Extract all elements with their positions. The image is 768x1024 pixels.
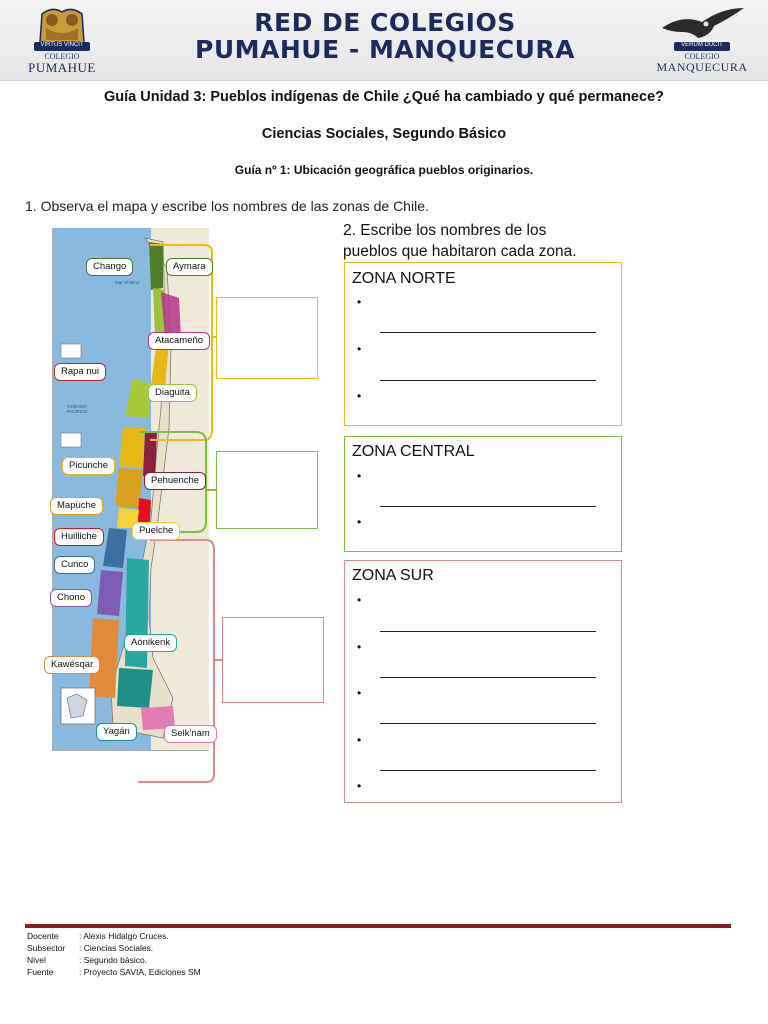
bullet: • xyxy=(357,686,362,700)
sea-label: Mar Chileno xyxy=(115,280,140,285)
pumahue-motto: VIRTUS VINCIT xyxy=(34,42,90,51)
footer-value: : Alexis Hidalgo Cruces. xyxy=(79,931,169,941)
bullet: • xyxy=(357,593,362,607)
question-2-line2: pueblos que habitaron cada zona. xyxy=(343,243,577,260)
zone-south-box xyxy=(344,560,622,803)
label-huilliche: Huilliche xyxy=(54,528,104,546)
bullet: • xyxy=(357,640,362,654)
label-mapuche: Mapuche xyxy=(50,497,103,515)
bullet: • xyxy=(357,515,362,529)
zone-central-title: ZONA CENTRAL xyxy=(352,443,475,460)
answer-box-central[interactable] xyxy=(216,451,318,529)
footer-key: Nivel xyxy=(27,955,46,965)
footer-row-source xyxy=(27,967,201,978)
label-cunco: Cunco xyxy=(54,556,95,574)
footer-row-subject xyxy=(27,943,153,954)
footer-value: : Segundo básico. xyxy=(79,955,148,965)
label-kaweskar: Kawésqar xyxy=(44,656,100,674)
header-title-line2: PUMAHUE - MANQUECURA xyxy=(195,35,575,64)
label-pehuenche: Pehuenche xyxy=(144,472,206,490)
answer-line[interactable] xyxy=(380,380,596,381)
label-yagan: Yagán xyxy=(96,723,137,741)
answer-line[interactable] xyxy=(380,723,596,724)
label-aonikenk: Aónikenk xyxy=(124,634,177,652)
answer-line[interactable] xyxy=(380,506,596,507)
manquecura-logo-name: MANQUECURA xyxy=(656,60,748,74)
bullet: • xyxy=(357,342,362,356)
answer-line[interactable] xyxy=(380,677,596,678)
zone-north-title: ZONA NORTE xyxy=(352,270,456,287)
subject-heading: Ciencias Sociales, Segundo Básico xyxy=(261,126,507,142)
label-atacameno: Atacameño xyxy=(148,332,210,350)
guide-heading: Guía nº 1: Ubicación geográfica pueblos originarios. xyxy=(234,163,534,177)
bullet: • xyxy=(357,469,362,483)
label-rapanui: Rapa nui xyxy=(54,363,106,381)
manquecura-logo-small: COLEGIO xyxy=(684,52,720,61)
header-title-line1: RED DE COLEGIOS xyxy=(254,8,516,37)
footer-value: : Proyecto SAVIA, Ediciones SM xyxy=(79,967,201,977)
label-aymara: Aymara xyxy=(166,258,213,276)
zone-south-title: ZONA SUR xyxy=(352,567,434,584)
ocean-label: OCÉANO PACÍFICO xyxy=(66,404,88,414)
question-1: 1. Observa el mapa y escribe los nombres de las zonas de Chile. xyxy=(25,198,429,214)
answer-box-north[interactable] xyxy=(216,297,318,379)
label-chango: Chango xyxy=(86,258,133,276)
question-2-line1: 2. Escribe los nombres de los xyxy=(343,222,547,239)
footer-rule xyxy=(25,924,731,928)
label-puelche: Puelche xyxy=(132,522,180,540)
footer-row-teacher xyxy=(27,931,169,942)
label-chono: Chono xyxy=(50,589,92,607)
answer-line[interactable] xyxy=(380,332,596,333)
bullet: • xyxy=(357,389,362,403)
footer-row-level xyxy=(27,955,147,966)
bullet: • xyxy=(357,779,362,793)
pumahue-logo-small: COLEGIO xyxy=(44,52,80,61)
footer-value: : Ciencias Sociales. xyxy=(79,943,154,953)
manquecura-motto: VERUM DUCIT xyxy=(674,42,730,51)
bullet: • xyxy=(357,733,362,747)
label-picunche: Picunche xyxy=(62,457,115,475)
label-diaguita: Diaguita xyxy=(148,384,197,402)
answer-line[interactable] xyxy=(380,770,596,771)
answer-line[interactable] xyxy=(380,631,596,632)
pumahue-logo-name: PUMAHUE xyxy=(28,60,96,75)
answer-box-south[interactable] xyxy=(222,617,324,703)
label-selknam: Selk'nam xyxy=(164,725,217,743)
unit-heading: Guía Unidad 3: Pueblos indígenas de Chile ¿Qué ha cambiado y qué permanece? xyxy=(104,89,664,105)
footer-key: Subsector xyxy=(27,943,66,953)
footer-key: Docente xyxy=(27,931,59,941)
bullet: • xyxy=(357,295,362,309)
footer-key: Fuente xyxy=(27,967,54,977)
